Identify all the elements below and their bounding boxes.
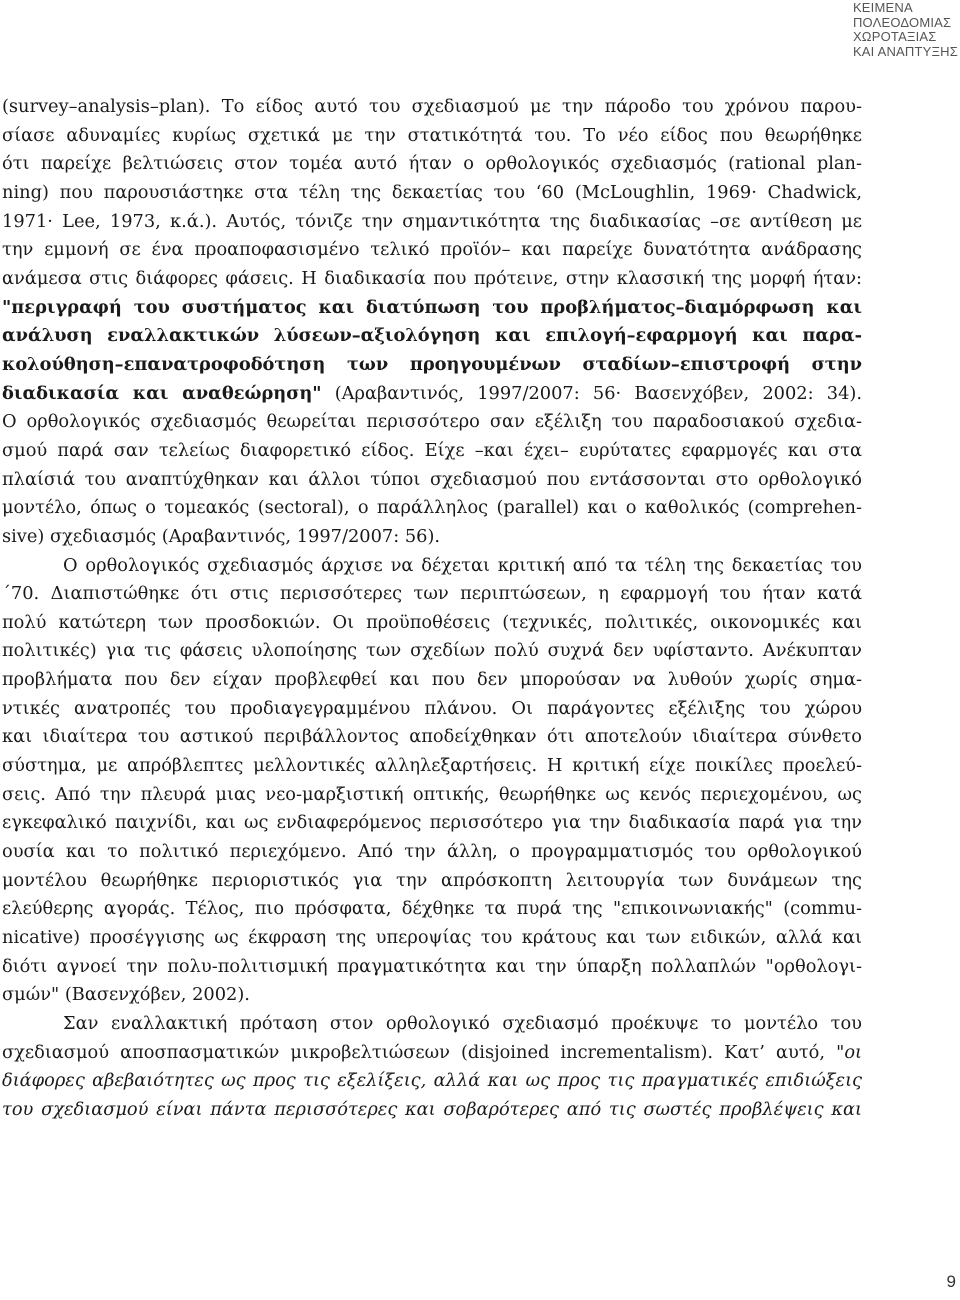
text-line: Σαν εναλλακτική πρόταση στον ορθολογικό σχεδιασμό προέκυψε το μοντέλο του (63, 1013, 862, 1034)
paragraph-3 (2, 1010, 862, 1125)
series-header-line: ΚΑΙ ΑΝΑΠΤΥΞΗΣ (852, 43, 958, 59)
text-line: πλαίσιά του αναπτύχθηκαν και άλλοι τύποι σχεδιασμού που εντάσσονται στο ορθολογικό (2, 468, 862, 490)
text-line: Ο ορθολογικός σχεδιασμός άρχισε να δέχεται κριτική από τα τέλη της δεκαετίας του (63, 554, 862, 576)
text-line: 1971· Lee, 1973, κ.ά.). Αυτός, τόνιζε την σημαντικότητα της διαδικασίας –σε αντίθεση με (2, 210, 862, 232)
text-line: ότι παρείχε βελτιώσεις στον τομέα αυτό ήταν ο ορθολογικός σχεδιασμός (rational plan- (2, 153, 862, 175)
text-line: σεις. Από την πλευρά μιας νεο-μαρξιστική οπτικής, θεωρήθηκε ως κενός περιεχομένου, ως (2, 783, 862, 805)
bold-process-line: ανάλυση εναλλακτικών λύσεων–αξιολόγηση και επιλογή–εφαρμογή και παρα- (2, 325, 862, 347)
text-line: (survey–analysis–plan). Το είδος αυτό του σχεδιασμού με την πάροδο του χρόνου παρου- (2, 96, 862, 117)
text-line: μοντέλο, όπως ο τομεακός (sectoral), ο παράλληλος (parallel) και ο καθολικός (comprehen- (2, 497, 862, 519)
text-line: ελεύθερης αγοράς. Τέλος, πιο πρόσφατα, δέχθηκε τα πυρά της "επικοινωνιακής" (commu- (2, 898, 862, 920)
text-line: ντικές ανατροπές του προδιαγεγραμμένου πλάνου. Οι παράγοντες εξέλιξης του χώρου (2, 697, 862, 719)
bold-process-line: κολούθηση–επανατροφοδότηση των προηγουμένων σταδίων–επιστροφή στην (2, 353, 862, 375)
text-line: σμού παρά σαν τελείως διαφορετικό είδος. Είχε –και έχει– ευρύτατες εφαρμογές και στα (2, 439, 862, 461)
text-line: πολύ κατώτερη των προσδοκιών. Οι προϋποθέσεις (τεχνικές, πολιτικές, οικονομικές και (2, 611, 862, 633)
series-header-line: ΚΕΙΜΕΝΑ (852, 0, 913, 15)
text-line: την εμμονή σε ένα προαποφασισμένο τελικό προϊόν– και παρείχε δυνατότητα ανάδρασης (2, 239, 862, 261)
text-line (2, 1039, 862, 1068)
text-line: sive) σχεδιασμός (Αραβαντινός, 1997/2007: 56). (2, 525, 441, 547)
text-line: διότι αγνοεί την πολυ-πολιτισμική πραγματικότητα και την ύπαρξη πολλαπλών "ορθολογι- (2, 955, 862, 977)
text-line: εγκεφαλικό παιχνίδι, και ως ενδιαφερόμενος περισσότερο για την διαδικασία παρά για την (2, 812, 862, 834)
paragraph-2 (2, 552, 862, 1011)
paragraph-1 (2, 93, 862, 552)
text-line: ΄70. Διαπιστώθηκε ότι στις περισσότερες των περιπτώσεων, η εφαρμογή του ήταν κατά (2, 583, 862, 605)
text-line: σίασε αδυναμίες κυρίως σχετικά με την στατικότητά του. Το νέο είδος που θεωρήθηκε (2, 124, 862, 146)
text-line: σμών" (Βασενχόβεν, 2002). (2, 984, 250, 1006)
text-line: σύστημα, με απρόβλεπτες μελλοντικές αλληλεξαρτήσεις. Η κριτική είχε ποικίλες προελεύ- (2, 755, 862, 777)
body-text (2, 93, 862, 1125)
quote-start: οι (844, 1041, 862, 1063)
series-header-line: ΧΩΡΟΤΑΞΙΑΣ (852, 29, 937, 44)
text-line: μοντέλου θεωρήθηκε περιοριστικός για την απρόσκοπτη λειτουργία των δυνάμεων της (2, 869, 862, 891)
page-number: 9 (946, 1272, 956, 1291)
text-segment: σχεδιασμού αποσπασματικών μικροβελτιώσεων (disjoined incrementalism). Κατ’ αυτό, " (2, 1041, 845, 1063)
text-line: ανάμεσα στις διάφορες φάσεις. Η διαδικασία που πρότεινε, στην κλασσική της μορφή ήταν: (2, 267, 862, 289)
text-line: πολιτικές) για τις φάσεις υλοποίησης των σχεδίων πολύ συχνά δεν υφίσταντο. Ανέκυπταν (2, 640, 862, 662)
text-line: Ο ορθολογικός σχεδιασμός θεωρείται περισσότερο σαν εξέλιξη του παραδοσιακού σχεδια- (2, 411, 862, 433)
series-header (853, 1, 958, 59)
text-line: nicative) προσέγγισης ως έκφραση της υπεροψίας του κράτους και των ειδικών, αλλά και (2, 927, 862, 949)
quote-line: διάφορες αβεβαιότητες ως προς τις εξελίξεις, αλλά και ως προς τις πραγματικές επιδιώξεις (2, 1070, 862, 1092)
text-line (2, 380, 862, 409)
bold-process-tail: διαδικασία και αναθεώρηση" (2, 382, 322, 404)
text-line: προβλήματα που δεν είχαν προβλεφθεί και που δεν μπορούσαν να λυθούν χωρίς σημα- (2, 669, 862, 691)
series-header-line: ΠΟΛΕΟΔΟΜΙΑΣ (852, 14, 952, 30)
quote-line: του σχεδιασμού είναι πάντα περισσότερες και σοβαρότερες από τις σωστές προβλέψεις και (2, 1098, 862, 1120)
text-line: ning) που παρουσιάστηκε στα τέλη της δεκαετίας του ‘60 (McLoughlin, 1969· Chadwick, (2, 181, 862, 203)
citation: (Αραβαντινός, 1997/2007: 56· Βασενχόβεν, 2002: 34). (321, 382, 862, 404)
text-line: ουσία και το πολιτικό περιεχόμενο. Από την άλλη, ο προγραμματισμός του ορθολογικού (2, 841, 862, 863)
bold-process-line: "περιγραφή του συστήματος και διατύπωση του προβλήματος–διαμόρφωση και (2, 296, 862, 318)
text-line: και ιδιαίτερα του αστικού περιβάλλοντος αποδείχθηκαν ότι αποτελούν ιδιαίτερα σύνθετο (2, 726, 862, 748)
